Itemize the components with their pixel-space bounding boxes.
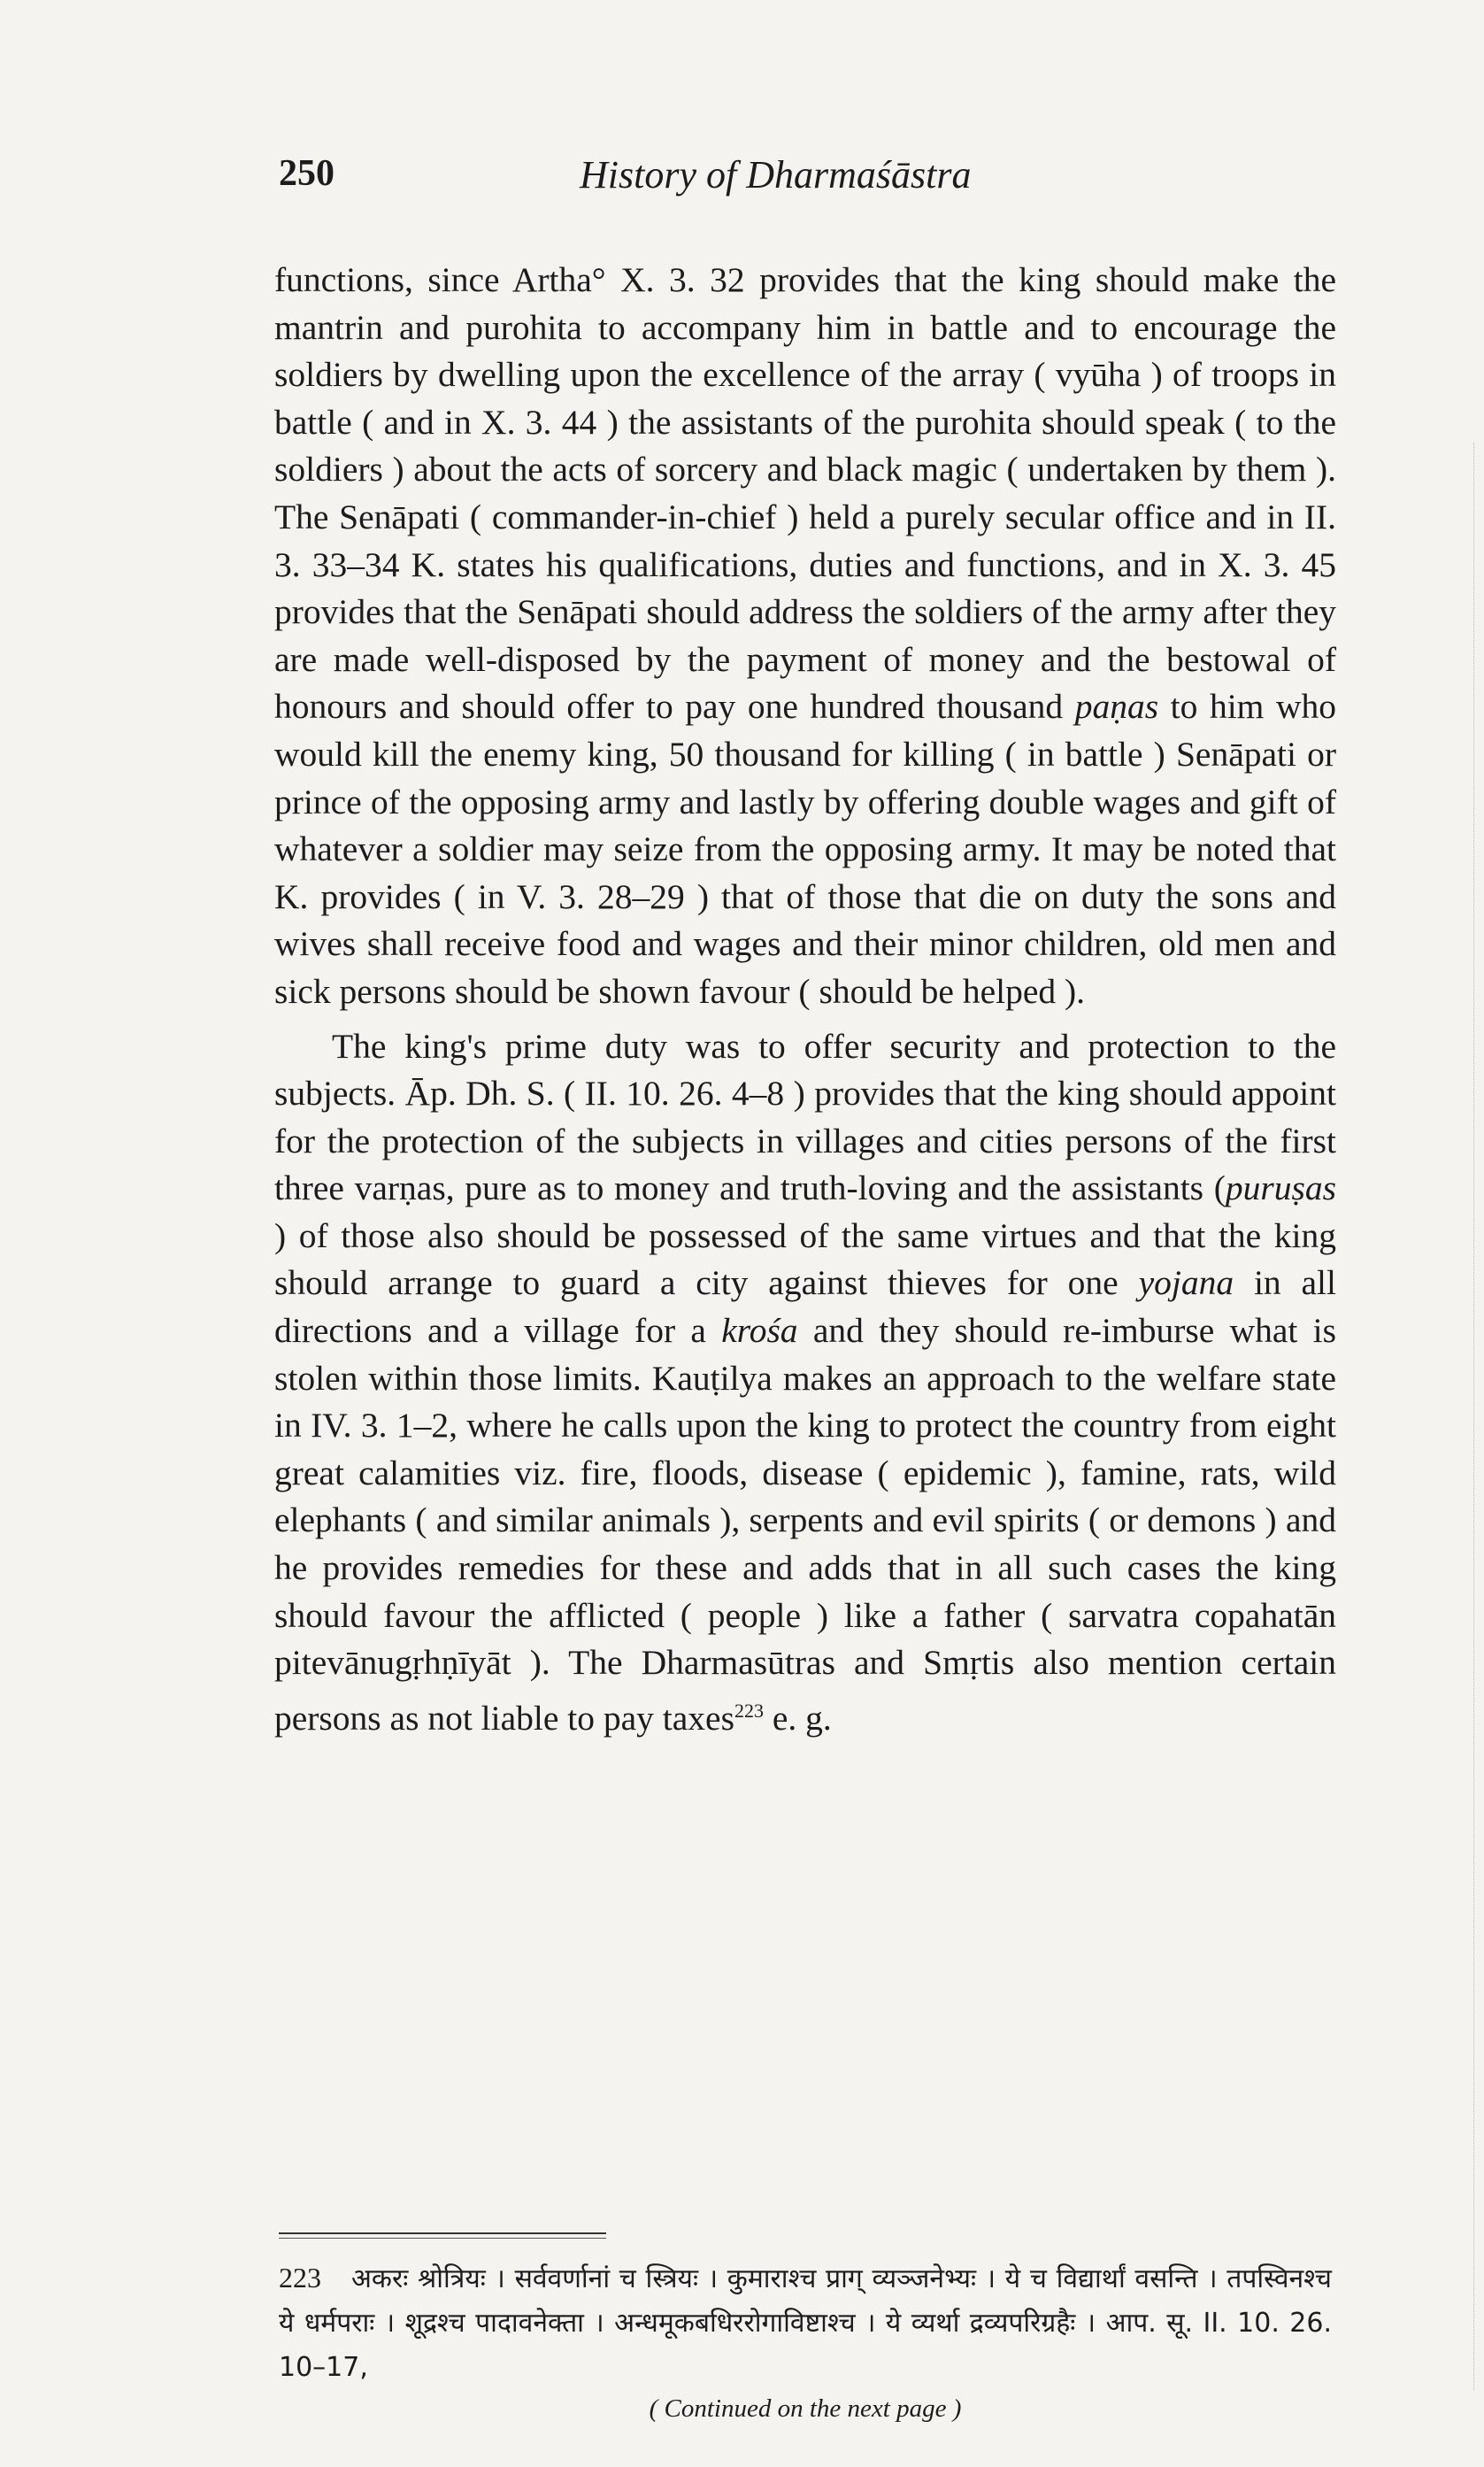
p2-text-c: in all directions and a village for a <box>274 1263 1337 1351</box>
p2-italic-krosa: krośa <box>721 1311 798 1351</box>
p2-text-d: and they should re-imburse what is stolen within those limits. Kauṭilya makes an approach to the welfare state in IV. 3. 1–2, where he calls upon the king to protect the country from eight great calamities viz. fire, floods, disease ( epidemic ), famine, rats, wild elephants ( and similar animals ), serpents and evil spirits ( or demons ) and he provides remedies for these and adds that in all such cases the king should favour the afflicted ( people ) like a father ( sarvatra copahatān pitevānugṛhṇīyāt ). The Dharmasūtras and Smṛtis also mention certain persons as not liable to pay taxes <box>274 1311 1337 1738</box>
footnote <box>279 2255 1332 2390</box>
p1-text: functions, since Artha° X. 3. 32 provides that the king should make the mantrin and purohita to accompany him in battle and to encourage the soldiers by dwelling upon the excellence of the array ( vyūha ) of troops in battle ( and in X. 3. 44 ) the assistants of the purohita should speak ( to the soldiers ) about the acts of sorcery and black magic ( undertaken by them ). The Senāpati ( commander-in-chief ) held a purely secular office and in II. 3. 33–34 K. states his qualifications, duties and functions, and in X. 3. 45 provides that the Senāpati should address the soldiers of the army after they are made well-disposed by the payment of money and the bestowal of honours and should offer to pay one hundred thousand <box>274 260 1336 727</box>
footnote-ref: 223 <box>734 1699 764 1722</box>
page-header <box>279 152 1323 205</box>
continued-note: ( Continued on the next page ) <box>649 2394 962 2423</box>
p2-end: e. g. <box>772 1698 832 1738</box>
p1-italic-term: paṇas <box>1074 687 1159 727</box>
p2-italic-purusas: puruṣas <box>1225 1168 1336 1208</box>
page-number: 250 <box>279 153 334 194</box>
scan-edge-line <box>1473 443 1475 2390</box>
footnote-rule <box>279 2232 606 2234</box>
paragraph-2 <box>274 1023 1336 1743</box>
running-title: History of Dharmaśāstra <box>580 153 972 197</box>
p2-text-a: The king's prime duty was to offer security and protection to the subjects. Āp. Dh. S. ( II. 10. 26. 4–8 ) provides that the king should appoint for the protection of the subjects in villages and cities persons of the first three varṇas, pure as to money and truth-loving and the assistants ( <box>274 1026 1336 1208</box>
footnote-number: 223 <box>279 2262 321 2294</box>
footnote-rule-secondary <box>279 2238 606 2239</box>
paragraph-1 <box>274 257 1336 1016</box>
p1-tail: to him who would kill the enemy king, 50 thousand for killing ( in battle ) Senāpati or prince of the opposing army and lastly by offering double wages and gift of whatever a soldier may seize from the opposing army. It may be noted that K. provides ( in V. 3. 28–29 ) that of those that die on duty the sons and wives shall receive food and wages and their minor children, old men and sick persons should be shown favour ( should be helped ). <box>274 687 1337 1011</box>
p2-text-b: ) of those also should be possessed of the same virtues and that the king should arrange to guard a city against thieves for one <box>274 1215 1336 1303</box>
p2-italic-yojana: yojana <box>1138 1263 1234 1303</box>
footnote-text: अकरः श्रोत्रियः । सर्ववर्णानां च स्त्रियः । कुमाराश्च प्राग् व्यञ्जनेभ्यः । ये च विद्यार्थां वसन्ति । तपस्विनश्च ये धर्मपराः । शूद्रश्च पादावनेक्ता । अन्धमूकबधिररोगाविष्टाश्च । ये व्यर्था द्रव्यपरिग्रहैः । आप. सू. II. 10. 26. 10–17, <box>279 2263 1332 2383</box>
body-text <box>274 257 1336 1743</box>
